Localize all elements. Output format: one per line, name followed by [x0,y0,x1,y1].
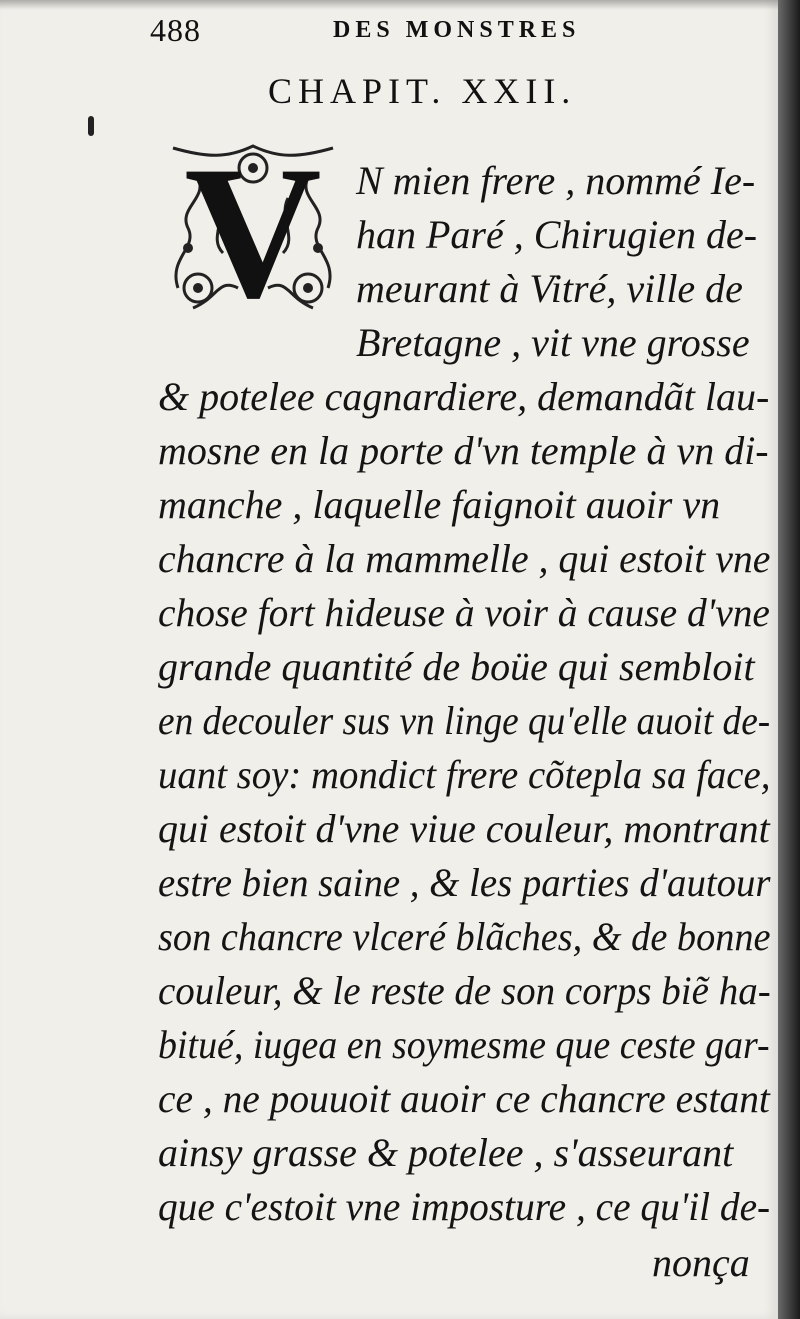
text-line: son chancre vlceré blãches, & de bonne [158,914,771,959]
book-edge-shadow [778,0,800,1319]
text-line: que c'estoit vne imposture , ce qu'il de- [158,1184,771,1229]
text-line: grande quantité de boüe qui sembloit [158,644,755,689]
text-line: & potelee cagnardiere, demandãt lau- [158,374,770,419]
page-top-shadow [0,0,778,10]
text-line: chose fort hideuse à voir à cause d'vne [158,590,770,635]
running-head: DES MONSTRES [333,17,581,43]
drop-cap-initial [158,128,348,338]
text-line: ainsy grasse & potelee , s'asseurant [158,1130,734,1175]
text-line: mosne en la porte d'vn temple à vn di- [158,428,769,473]
text-line: qui estoit d'vne viue couleur, montrant [158,806,770,851]
chapter-title: CHAPIT. XXII. [268,71,577,111]
text-line: estre bien saine , & les parties d'autour [158,860,771,905]
text-line: meurant à Vitré, ville de [356,266,743,311]
page-number: 488 [150,12,201,48]
catchword: nonça [652,1240,750,1285]
text-line: chancre à la mammelle , qui estoit vne [158,536,771,581]
text-line: uant soy: mondict frere cõtepla sa face, [158,752,771,797]
margin-mark [88,116,94,136]
text-line: han Paré , Chirugien de- [356,212,758,257]
text-line: bitué, iugea en soymesme que ceste gar- [158,1022,770,1067]
text-line: couleur, & le reste de son corps biẽ ha- [158,968,771,1013]
drop-cap-letter: V [184,128,322,338]
text-line: manche , laquelle faignoit auoir vn [158,482,721,527]
text-line: en decouler sus vn linge qu'elle auoit de- [158,698,771,743]
text-line: ce , ne pouuoit auoir ce chancre estant [158,1076,770,1121]
text-line: N mien frere , nommé Ie- [356,158,756,203]
text-line: Bretagne , vit vne grosse [356,320,750,365]
